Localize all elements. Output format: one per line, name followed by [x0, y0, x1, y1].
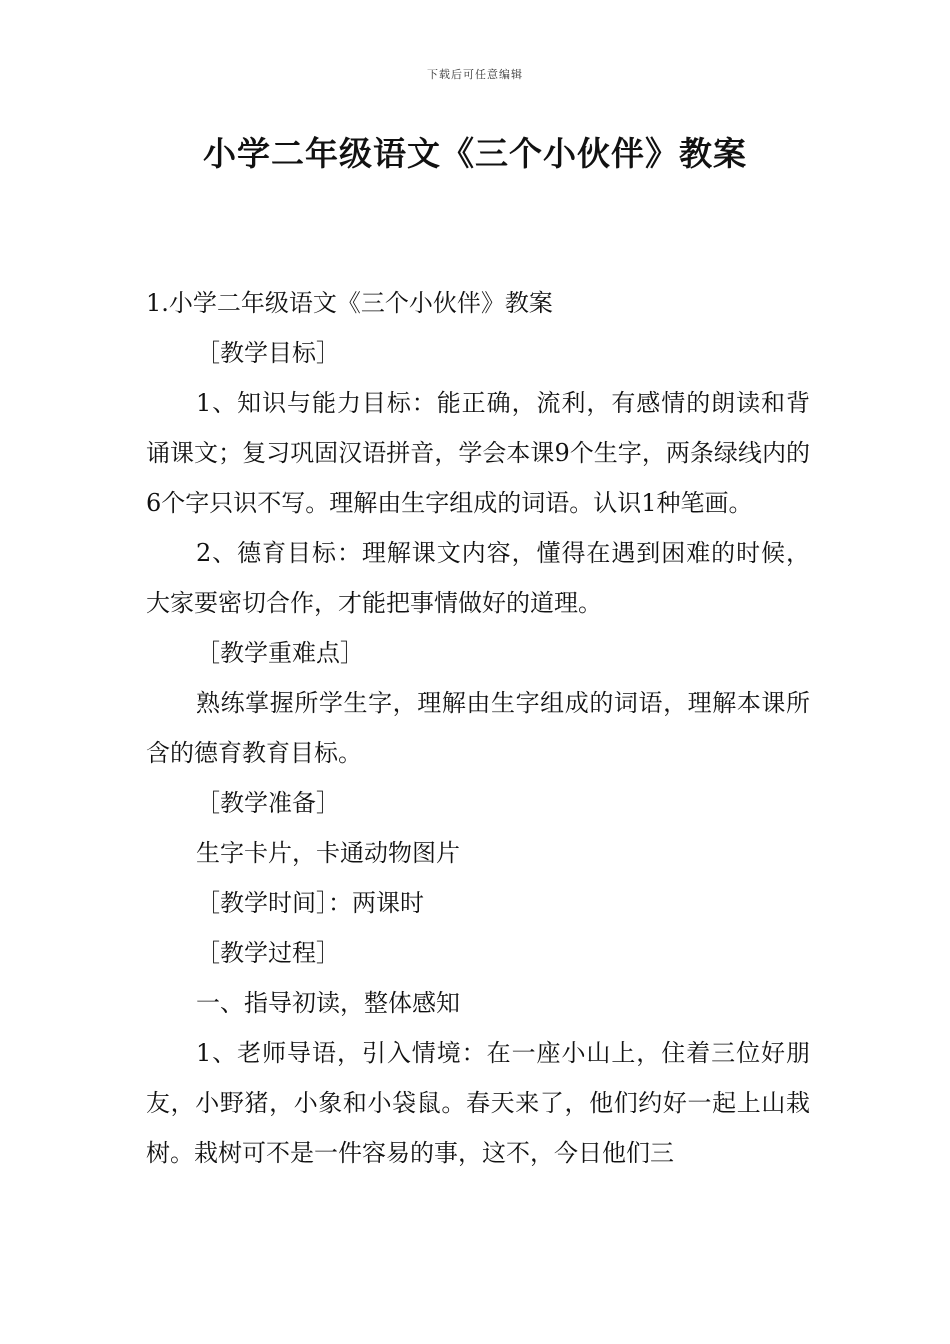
preparation-paragraph: 生字卡片，卡通动物图片 [196, 839, 460, 867]
key-points-heading: ［教学重难点］ [196, 639, 364, 667]
teaching-time-line: ［教学时间］：两课时 [196, 889, 424, 917]
document-title: 小学二年级语文《三个小伙伴》教案 [203, 134, 747, 173]
teaching-process-heading: ［教学过程］ [196, 939, 340, 967]
header-note: 下载后可任意编辑 [427, 68, 523, 81]
section-heading-line: 1.小学二年级语文《三个小伙伴》教案 [146, 289, 553, 317]
moral-goal-paragraph: 2、德育目标：理解课文内容，懂得在遇到困难的时候，大家要密切合作，才能把事情做好的道理。 [146, 539, 810, 617]
key-points-paragraph: 熟练掌握所学生字，理解由生字组成的词语，理解本课所含的德育教育目标。 [146, 689, 810, 767]
step-one-heading: 一、指导初读，整体感知 [196, 989, 460, 1017]
teaching-goals-heading: ［教学目标］ [196, 339, 340, 367]
preparation-heading: ［教学准备］ [196, 789, 340, 817]
intro-paragraph: 1、老师导语，引入情境：在一座小山上，住着三位好朋友，小野猪，小象和小袋鼠。春天来了，他们约好一起上山栽树。栽树可不是一件容易的事，这不，今日他们三 [146, 1039, 810, 1167]
knowledge-goal-paragraph: 1、知识与能力目标：能正确，流利，有感情的朗读和背诵课文；复习巩固汉语拼音，学会本课9个生字，两条绿线内的6个字只识不写。理解由生字组成的词语。认识1种笔画。 [146, 389, 810, 517]
document-body [146, 278, 810, 1178]
